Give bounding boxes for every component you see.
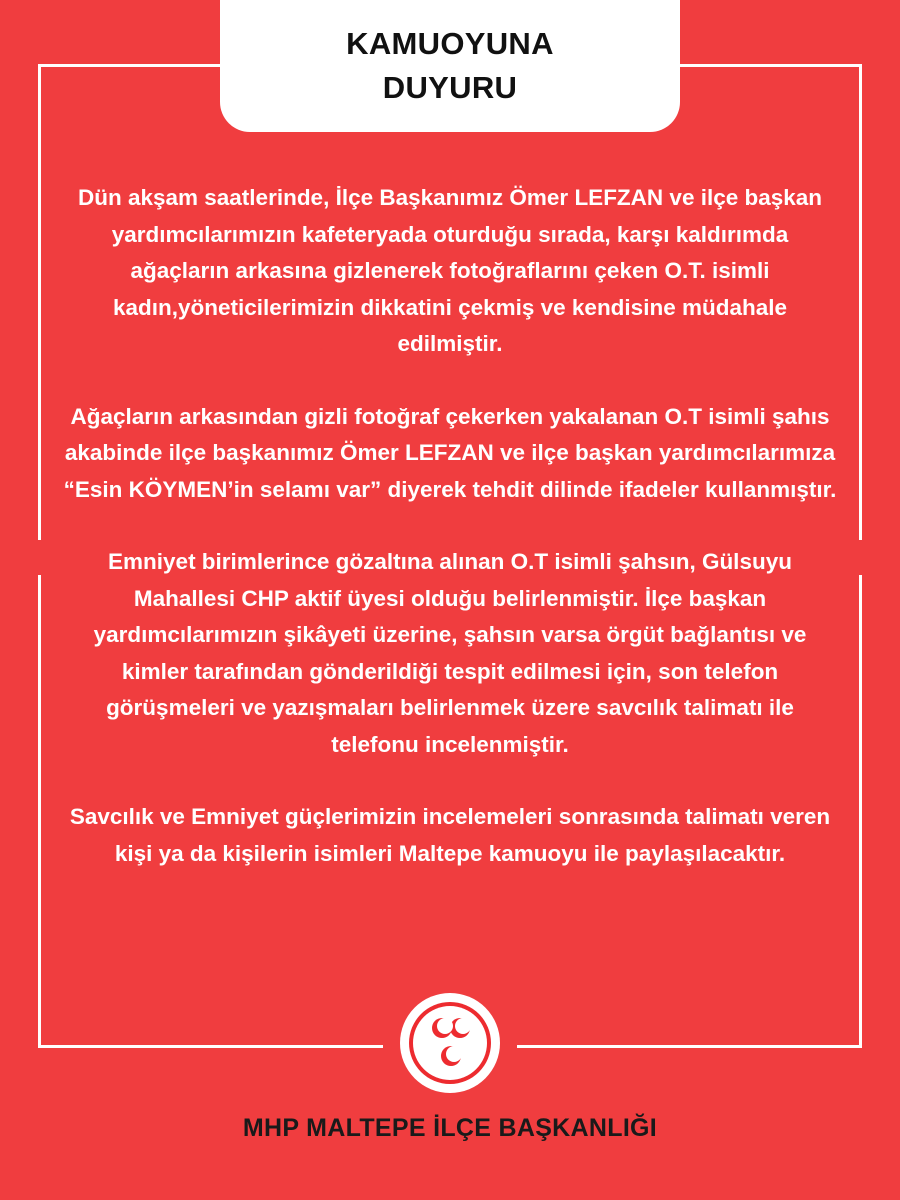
announcement-body [60, 180, 840, 908]
paragraph-1: Dün akşam saatlerinde, İlçe Başkanımız Ömer LEFZAN ve ilçe başkan yardımcılarımızın kafeteryada oturduğu sırada, karşı kaldırımda ağaçların arkasına gizlenerek fotoğraflarını çeken O.T. isimli kadın,yöneticilerimizin dikkatini çekmiş ve kendisine müdahale edilmiştir. [77, 185, 823, 356]
frame-bottom-left-line [38, 1045, 383, 1048]
paragraph-4: Savcılık ve Emniyet güçlerimizin incelemeleri sonrasında talimatı veren kişi ya da kişilerin isimleri Maltepe kamuoyu ile paylaşılacaktır. [69, 804, 831, 866]
frame-bottom-right-line [517, 1045, 862, 1048]
frame-top-left-line [38, 64, 220, 67]
announcement-title [220, 0, 680, 132]
frame-top-right-line [680, 64, 862, 67]
paragraph-3: Emniyet birimlerince gözaltına alınan O.T isimli şahsın, Gülsuyu Mahallesi CHP aktif üyesi olduğu belirlenmiştir. İlçe başkan yardımcılarımızın şikâyeti üzerine, şahsın varsa örgüt bağlantısı ve kimler tarafından gönderildiği tespit edilmesi için, son telefon görüşmeleri ve yazışmaları belirlenmek üzere savcılık talimatı ile telefonu incelenmiştir. [93, 549, 807, 757]
frame-left-lower-line [38, 575, 41, 1048]
frame-left-upper-line [38, 64, 41, 540]
paragraph-2: Ağaçların arkasından gizli fotoğraf çekerken yakalanan O.T isimli şahıs akabinde ilçe başkanımız Ömer LEFZAN ve ilçe başkan yardımcılarımıza “Esin KÖYMEN’in selamı var” diyerek tehdit dilinde ifadeler kullanmıştır. [63, 403, 837, 502]
frame-right-upper-line [859, 64, 862, 540]
title-line-2: DUYURU [382, 70, 518, 105]
three-crescents-emblem-icon [400, 993, 500, 1093]
footer-organization-name: MHP MALTEPE İLÇE BAŞKANLIĞI [242, 1114, 658, 1142]
title-line-1: KAMUOYUNA [346, 26, 554, 61]
frame-right-lower-line [859, 575, 862, 1048]
